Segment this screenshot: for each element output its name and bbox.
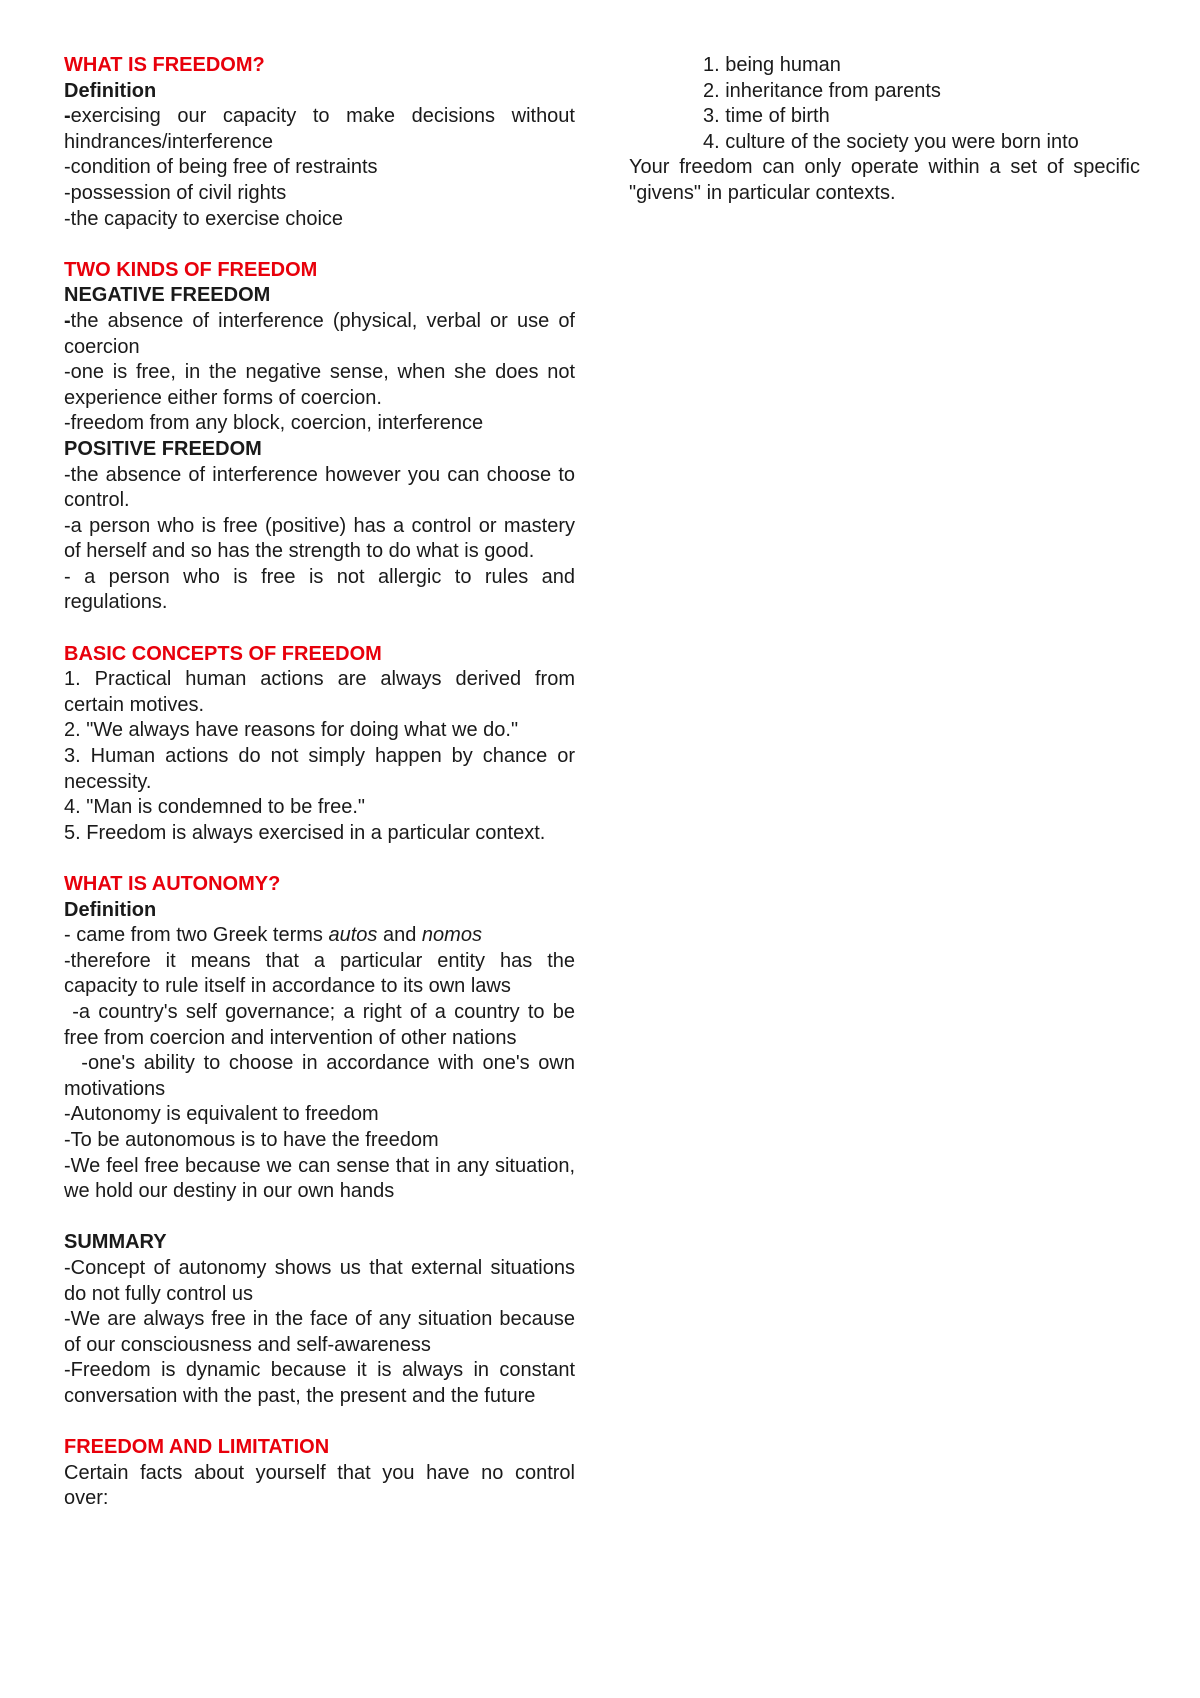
limitation-list-item: 2. inheritance from parents [703,79,941,102]
heading-basic-concepts: BASIC CONCEPTS OF FREEDOM [64,642,382,665]
autonomy-line: -To be autonomous is to have the freedom [64,1128,439,1151]
heading-two-kinds: TWO KINDS OF FREEDOM [64,258,318,281]
term-nomos: nomos [421,924,482,947]
subheading-negative-freedom: NEGATIVE FREEDOM [64,284,271,307]
subheading-autonomy-definition: Definition [64,898,157,921]
autonomy-line: -Autonomy is equivalent to freedom [64,1103,379,1126]
autonomy-line: -therefore it means that a particular entity has the capacity to rule itself in accordance to its own laws [64,949,575,998]
right-column [629,53,1140,207]
basic-item: 5. Freedom is always exercised in a particular context. [64,821,546,844]
negative-line: -the absence of interference (physical, verbal or use of coercion [64,309,575,358]
summary-line: -Freedom is dynamic because it is always in constant conversation with the past, the present and the future [64,1359,575,1407]
basic-item: 3. Human actions do not simply happen by chance or necessity. [64,745,575,793]
positive-line: - a person who is free is not allergic to rules and regulations. [64,565,575,614]
freedom-line: -the capacity to exercise choice [64,207,344,230]
subheading-positive-freedom: POSITIVE FREEDOM [64,437,262,460]
greek-prefix: - came from two Greek terms [64,924,329,947]
positive-line: -the absence of interference however you can choose to control. [64,463,575,512]
heading-what-is-autonomy: WHAT IS AUTONOMY? [64,873,281,895]
autonomy-line: -We feel free because we can sense that in any situation, we hold our destiny in our own hands [64,1154,575,1203]
section-summary [64,1230,575,1409]
basic-item: 2. "We always have reasons for doing what we do." [64,719,519,742]
left-column [64,53,581,1537]
freedom-line-text: exercising our capacity to make decisions without hindrances/interference [64,105,575,153]
section-basic-concepts [64,642,575,847]
section-two-kinds [64,258,575,616]
summary-line: -We are always free in the face of any situation because of our consciousness and self-awareness [64,1308,575,1356]
limitation-intro: Certain facts about yourself that you have no control over: [64,1461,575,1510]
subheading-definition: Definition [64,79,157,102]
basic-item: 4. "Man is condemned to be free." [64,796,366,819]
section-freedom-and-limitation [64,1435,575,1512]
summary-line: -Concept of autonomy shows us that external situations do not fully control us [64,1256,575,1305]
term-autos: autos [328,924,378,947]
and-text: and [377,924,422,947]
limitation-list-item: 3. time of birth [703,105,830,128]
basic-item: 1. Practical human actions are always derived from certain motives. [64,668,575,716]
freedom-line: -condition of being free of restraints [64,156,378,179]
heading-freedom-and-limitation: FREEDOM AND LIMITATION [64,1436,330,1459]
autonomy-greek-line [64,923,575,949]
heading-what-is-freedom: WHAT IS FREEDOM? [64,54,265,76]
positive-line: -a person who is free (positive) has a control or mastery of herself and so has the strength to do what is good. [64,514,575,563]
negative-line: -one is free, in the negative sense, when she does not experience either forms of coercion. [64,361,575,409]
section-what-is-freedom [64,53,575,232]
section-what-is-autonomy [64,872,581,1205]
autonomy-line: -one's ability to choose in accordance with one's own motivations [64,1052,581,1100]
autonomy-line: -a country's self governance; a right of a country to be free from coercion and intervention of other nations [64,1000,581,1049]
freedom-line: -possession of civil rights [64,181,287,204]
limitation-list-item: 4. culture of the society you were born into [703,130,1079,153]
heading-summary: SUMMARY [64,1231,167,1254]
negative-line-text: the absence of interference (physical, verbal or use of coercion [64,309,575,358]
limitation-list-item: 1. being human [703,54,841,76]
negative-line: -freedom from any block, coercion, interference [64,412,484,435]
freedom-line: -exercising our capacity to make decisions without hindrances/interference [64,105,575,153]
limitation-conclusion: Your freedom can only operate within a set of specific "givens" in particular contexts. [629,156,1140,204]
